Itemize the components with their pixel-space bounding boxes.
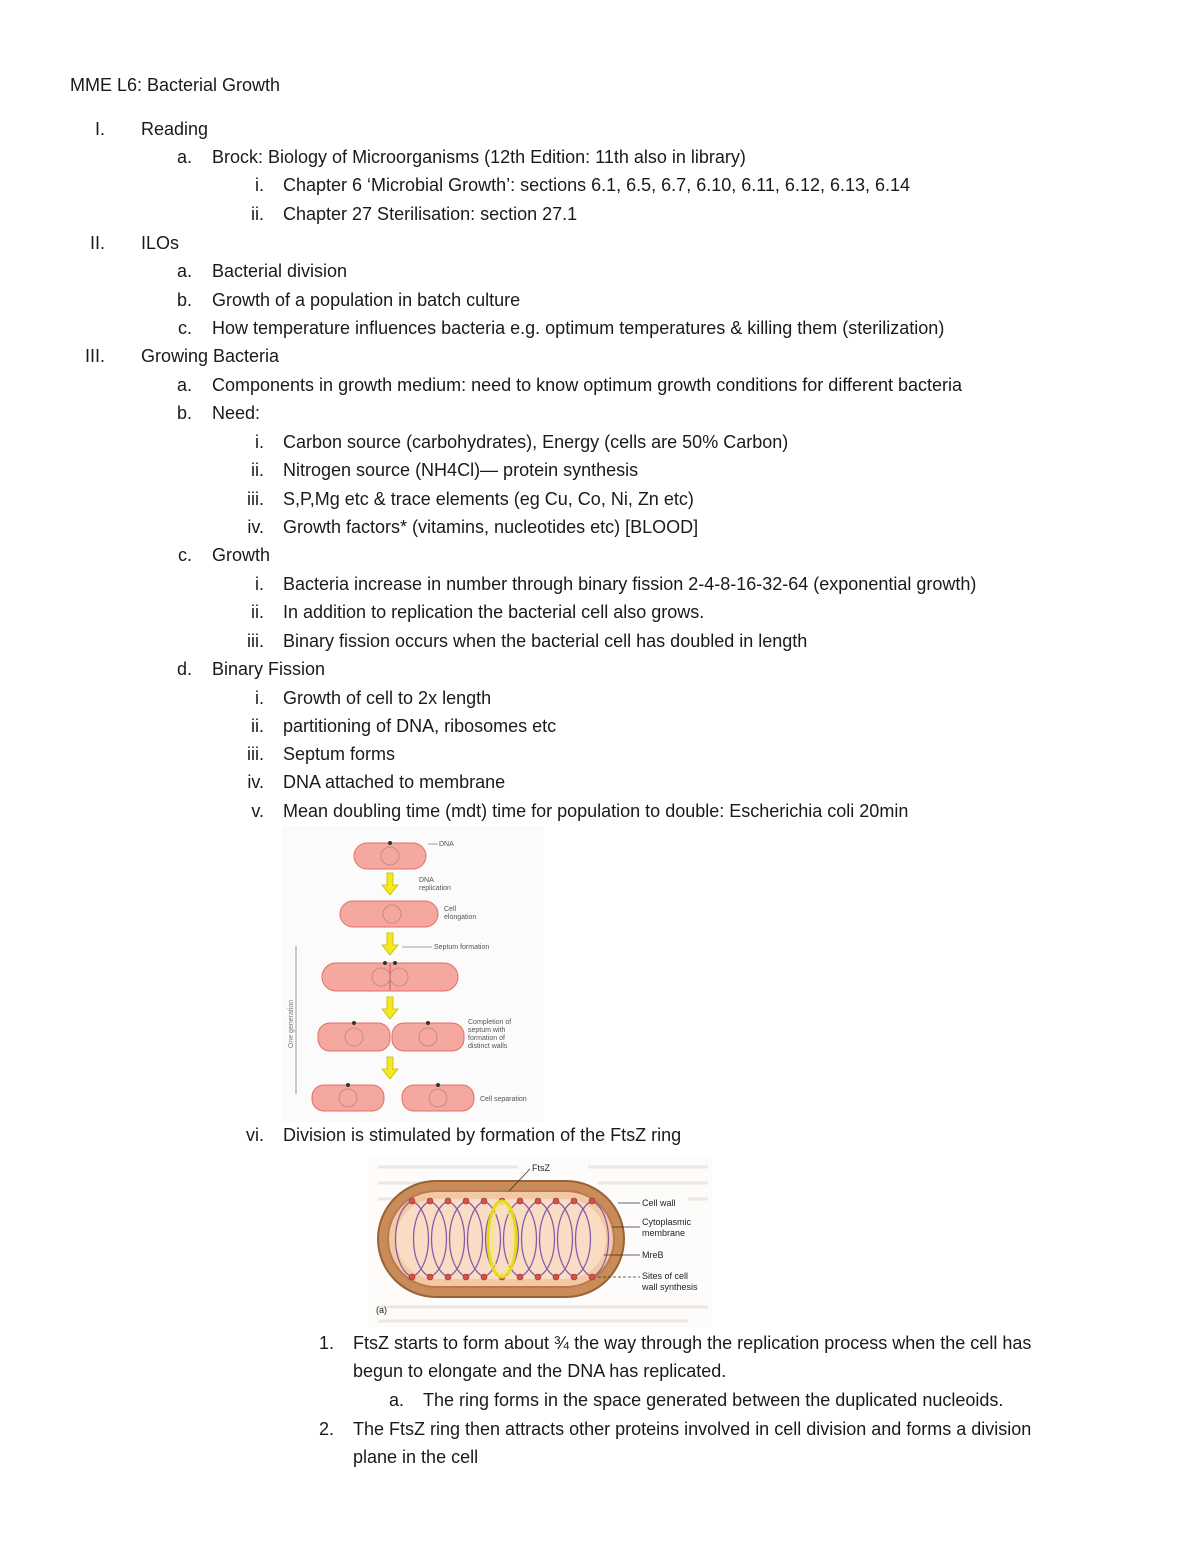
list-item: Growth of cell to 2x length (283, 688, 492, 708)
page-title: MME L6: Bacterial Growth (70, 75, 281, 95)
label-cell-wall: Cell wall (642, 1198, 676, 1208)
list-item: FtsZ starts to form about ¾ the way through the replication process when the cell has (353, 1333, 1032, 1353)
section-heading-ilos: ILOs (141, 233, 180, 253)
generation-label: One generation (288, 999, 295, 1049)
list-item-continuation: begun to elongate and the DNA has replicated. (353, 1361, 727, 1381)
list-marker: a. (176, 375, 192, 395)
label-cell-elongation: Cell (444, 906, 457, 913)
list-marker: iv. (247, 517, 264, 537)
list-marker: ii. (251, 204, 264, 224)
bacterial-cell (340, 901, 438, 927)
synthesis-site (427, 1198, 433, 1204)
list-item: Growth (212, 545, 271, 565)
list-item: Bacterial division (212, 261, 348, 281)
list-item: S,P,Mg etc & trace elements (eg Cu, Co, Ni, Zn etc) (283, 489, 694, 509)
section-marker: I. (94, 119, 105, 139)
list-marker: a. (176, 147, 192, 167)
list-marker: i. (255, 175, 264, 195)
label-cell-elongation-2: elongation (444, 914, 477, 921)
list-item: How temperature influences bacteria e.g. optimum temperatures & killing them (sterilization) (212, 318, 945, 338)
list-item: The ring forms in the space generated between the duplicated nucleoids. (423, 1390, 1004, 1410)
synthesis-site (535, 1198, 541, 1204)
list-marker: iv. (247, 772, 264, 792)
list-item: Binary Fission (212, 659, 326, 679)
list-marker: b. (176, 403, 192, 423)
label-wall-synthesis-2: wall synthesis (642, 1282, 698, 1292)
list-marker: iii. (247, 744, 264, 764)
list-marker: c. (177, 545, 192, 565)
synthesis-site (589, 1198, 595, 1204)
label-wall-synthesis: Sites of cell (642, 1271, 689, 1281)
bacterial-cell (392, 1023, 464, 1051)
list-marker: 1. (318, 1333, 334, 1353)
label-panel-a: (a) (376, 1305, 387, 1315)
list-item: Components in growth medium: need to know optimum growth conditions for different bacteria (212, 375, 963, 395)
section-marker: III. (84, 346, 105, 366)
list-item: partitioning of DNA, ribosomes etc (283, 716, 557, 736)
label-dna-replication-2: replication (419, 885, 451, 892)
label-ftsz: FtsZ (532, 1163, 550, 1173)
ftsz-ring-diagram (368, 1157, 712, 1327)
synthesis-site (553, 1198, 559, 1204)
synthesis-site (517, 1198, 523, 1204)
list-item: Division is stimulated by formation of the FtsZ ring (283, 1125, 682, 1145)
list-item-continuation: plane in the cell (353, 1447, 479, 1467)
list-marker: i. (255, 688, 264, 708)
binary-fission-diagram (282, 826, 544, 1122)
label-completion-4: distinct walls (468, 1043, 508, 1050)
section-marker: II. (89, 233, 105, 253)
synthesis-site (445, 1198, 451, 1204)
synthesis-site (463, 1274, 469, 1280)
list-item: Growth of a population in batch culture (212, 290, 521, 310)
synthesis-site (589, 1274, 595, 1280)
list-marker: iii. (247, 489, 264, 509)
synthesis-site (571, 1274, 577, 1280)
list-marker: ii. (251, 716, 264, 736)
list-item: Binary fission occurs when the bacterial cell has doubled in length (283, 631, 808, 651)
list-item: Septum forms (283, 744, 396, 764)
list-item: Bacteria increase in number through binary fission 2-4-8-16-32-64 (exponential growth) (283, 574, 977, 594)
synthesis-site (427, 1274, 433, 1280)
synthesis-site (517, 1274, 523, 1280)
bacterial-cell (318, 1023, 390, 1051)
label-completion: Completion of (468, 1019, 512, 1026)
label-cytoplasmic-membrane-2: membrane (642, 1228, 686, 1238)
list-marker: d. (176, 659, 192, 679)
list-marker: b. (176, 290, 192, 310)
list-item: The FtsZ ring then attracts other proteins involved in cell division and forms a division (353, 1419, 1032, 1439)
label-cytoplasmic-membrane: Cytoplasmic (642, 1217, 692, 1227)
synthesis-site (409, 1198, 415, 1204)
list-marker: 2. (318, 1419, 334, 1439)
label-dna-replication: DNA (419, 877, 434, 884)
list-item: Need: (212, 403, 261, 423)
synthesis-site (445, 1274, 451, 1280)
list-item: Mean doubling time (mdt) time for population to double: Escherichia coli 20min (283, 801, 909, 821)
synthesis-site (463, 1198, 469, 1204)
synthesis-site (535, 1274, 541, 1280)
list-item: In addition to replication the bacterial cell also grows. (283, 602, 705, 622)
list-item: Brock: Biology of Microorganisms (12th Edition: 11th also in library) (212, 147, 746, 167)
list-item: Chapter 6 ‘Microbial Growth’: sections 6.1, 6.5, 6.7, 6.10, 6.11, 6.12, 6.13, 6.14 (283, 175, 911, 195)
dna-attachment-point (388, 841, 392, 845)
label-cell-separation: Cell separation (480, 1096, 527, 1103)
list-item: Chapter 27 Sterilisation: section 27.1 (283, 204, 578, 224)
label-dna: DNA (439, 841, 454, 848)
list-marker: v. (251, 801, 264, 821)
list-marker: a. (388, 1390, 404, 1410)
synthesis-site (571, 1198, 577, 1204)
section-heading-reading: Reading (141, 119, 209, 139)
synthesis-site (409, 1274, 415, 1280)
list-marker: iii. (247, 631, 264, 651)
list-item: DNA attached to membrane (283, 772, 506, 792)
binary-fission-figure (282, 826, 544, 1122)
list-marker: ii. (251, 460, 264, 480)
label-completion-2: septum with (468, 1027, 506, 1034)
list-marker: vi. (246, 1125, 264, 1145)
label-septum-formation: Septum formation (434, 944, 490, 951)
list-marker: i. (255, 574, 264, 594)
section-heading-growing-bacteria: Growing Bacteria (141, 346, 280, 366)
ftsz-ring-figure (368, 1157, 712, 1327)
list-item: Nitrogen source (NH4Cl)— protein synthesis (283, 460, 639, 480)
synthesis-site (481, 1198, 487, 1204)
synthesis-site (481, 1274, 487, 1280)
label-mreb: MreB (642, 1250, 664, 1260)
list-marker: a. (176, 261, 192, 281)
list-marker: ii. (251, 602, 264, 622)
label-completion-3: formation of (468, 1035, 505, 1042)
list-marker: i. (255, 432, 264, 452)
synthesis-site (553, 1274, 559, 1280)
list-marker: c. (177, 318, 192, 338)
list-item: Growth factors* (vitamins, nucleotides etc) [BLOOD] (283, 517, 699, 537)
list-item: Carbon source (carbohydrates), Energy (cells are 50% Carbon) (283, 432, 789, 452)
